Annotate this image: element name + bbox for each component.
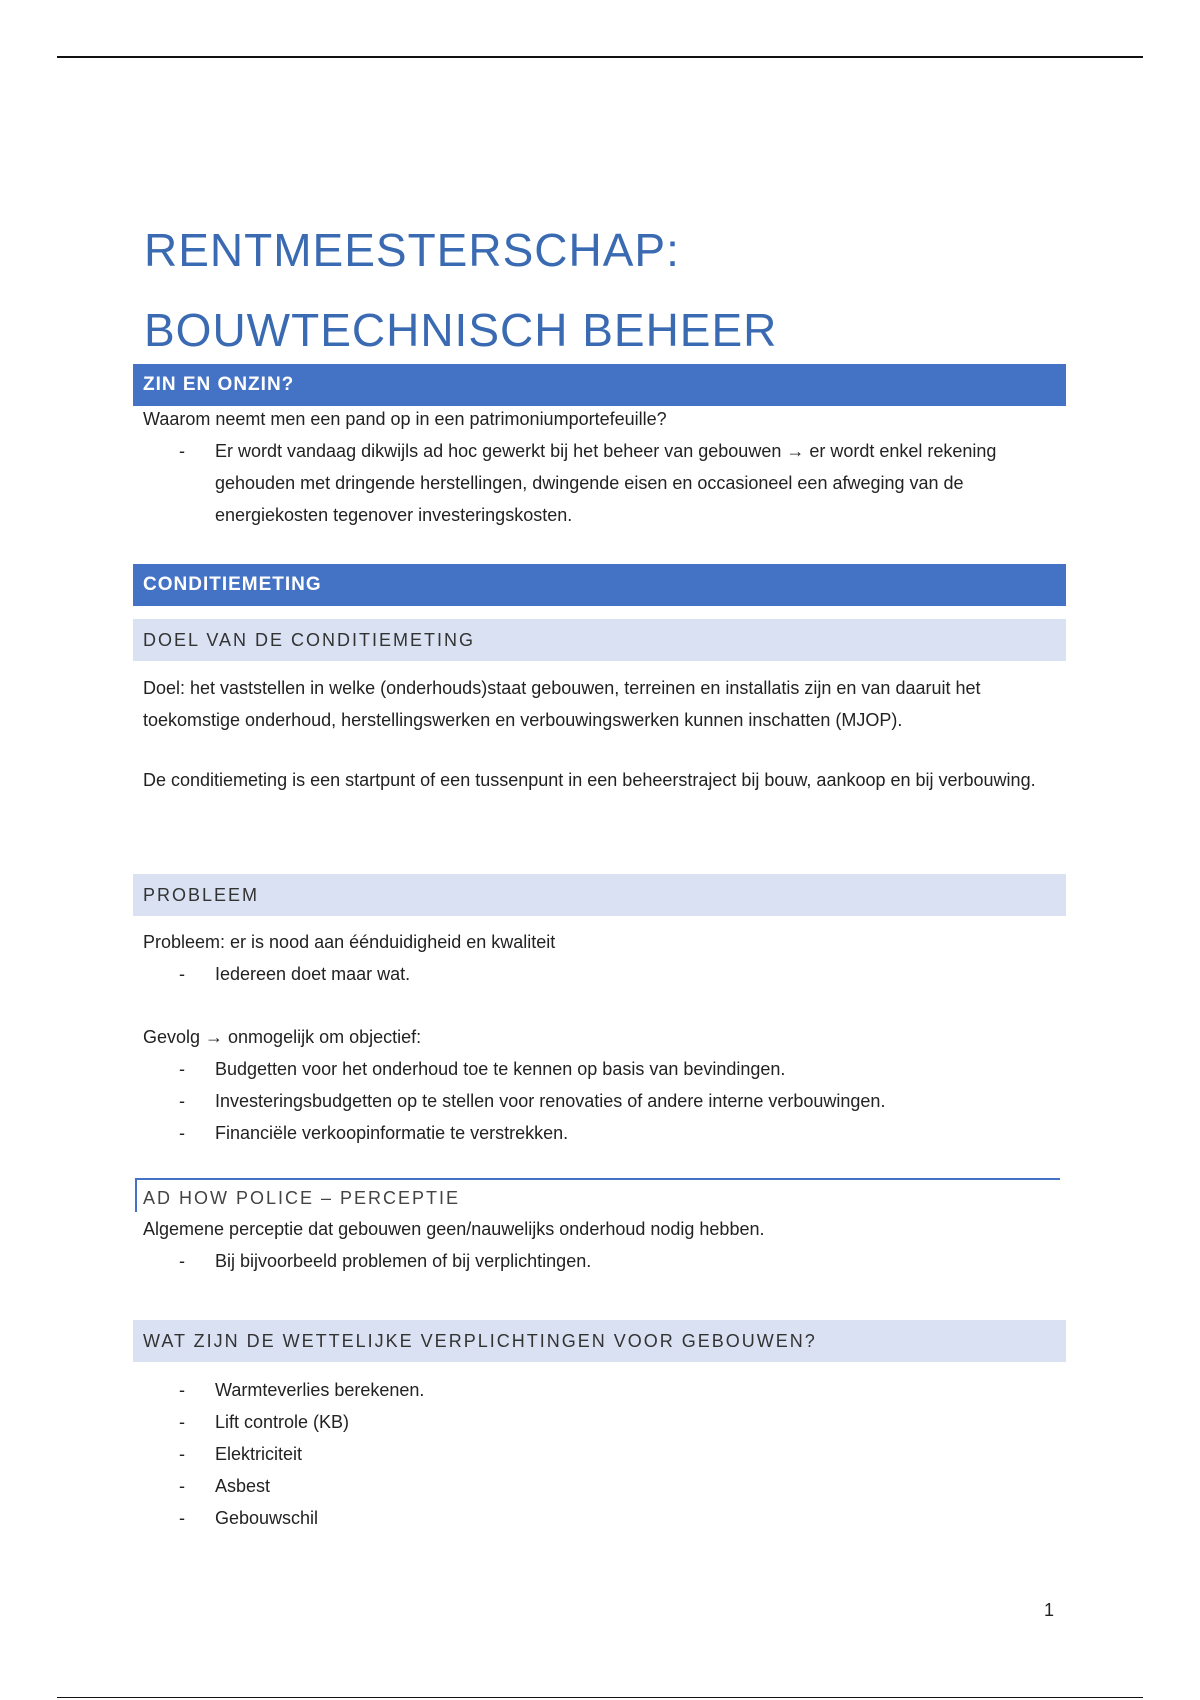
subsection-heading-doel: DOEL VAN DE CONDITIEMETING bbox=[133, 619, 1066, 661]
zin-list bbox=[143, 435, 1063, 531]
list-item-text: Bij bijvoorbeeld problemen of bij verplichtingen. bbox=[215, 1251, 592, 1271]
dash-marker: - bbox=[179, 964, 185, 984]
subsection-heading-probleem: PROBLEEM bbox=[133, 874, 1066, 916]
dash-marker: - bbox=[179, 1251, 185, 1271]
dash-marker: - bbox=[179, 1059, 185, 1079]
adhow-list bbox=[143, 1245, 1063, 1277]
dash-marker: - bbox=[179, 1476, 185, 1496]
wettelijk-list bbox=[143, 1374, 1063, 1534]
dash-marker: - bbox=[179, 1123, 185, 1143]
dash-marker: - bbox=[179, 1412, 185, 1432]
list-item bbox=[143, 1470, 1063, 1502]
page-number: 1 bbox=[1044, 1600, 1055, 1620]
list-item bbox=[143, 958, 1063, 990]
list-item-text: Investeringsbudgetten op te stellen voor renovaties of andere interne verbouwingen. bbox=[215, 1091, 886, 1111]
list-item-text: Iedereen doet maar wat. bbox=[215, 964, 411, 984]
dash-marker: - bbox=[179, 1444, 185, 1464]
probleem-list-2 bbox=[143, 1053, 1063, 1149]
zin-question: Waarom neemt men een pand op in een patrimoniumportefeuille? bbox=[143, 409, 667, 429]
doel-paragraph-2: De conditiemeting is een startpunt of een tussenpunt in een beheerstraject bij bouw, aankoop en bij verbouwing. bbox=[143, 770, 1036, 790]
probleem-gevolg: Gevolg → onmogelijk om objectief: bbox=[143, 1027, 422, 1047]
list-item-text: Warmteverlies berekenen. bbox=[215, 1380, 425, 1400]
list-item bbox=[143, 1053, 1063, 1085]
page-title: RENTMEESTERSCHAP: BOUWTECHNISCH BEHEER bbox=[144, 224, 778, 356]
list-item bbox=[143, 435, 1063, 531]
list-item-text: Elektriciteit bbox=[215, 1444, 303, 1464]
list-item-text: Gebouwschil bbox=[215, 1508, 319, 1528]
dash-marker: - bbox=[179, 1380, 185, 1400]
dash-marker: - bbox=[179, 1091, 185, 1111]
list-item-text: Er wordt vandaag dikwijls ad hoc gewerkt bij het beheer van gebouwen → er wordt enkel rekening gehouden met dringende herstellingen, dwingende eisen en occasioneel een afweging van de energiekosten tegenover investeringskosten. bbox=[215, 441, 997, 525]
list-item-text: Budgetten voor het onderhoud toe te kennen op basis van bevindingen. bbox=[215, 1059, 786, 1079]
top-rule bbox=[57, 56, 1143, 58]
list-item bbox=[143, 1502, 1063, 1534]
section-heading-zin: ZIN EN ONZIN? bbox=[133, 364, 1066, 406]
subsection-heading-wettelijk: WAT ZIJN DE WETTELIJKE VERPLICHTINGEN VOOR GEBOUWEN? bbox=[133, 1320, 1066, 1362]
list-item bbox=[143, 1085, 1063, 1117]
list-item bbox=[143, 1406, 1063, 1438]
probleem-list-1 bbox=[143, 958, 1063, 990]
doel-paragraph-1: Doel: het vaststellen in welke (onderhouds)staat gebouwen, terreinen en installatis zijn en van daaruit het toekomstige onderhoud, herstellingswerken en verbouwingswerken kunnen inschatten (MJOP). bbox=[143, 678, 981, 730]
list-item bbox=[143, 1438, 1063, 1470]
bottom-rule bbox=[57, 1697, 1143, 1698]
section-heading-conditiemeting: CONDITIEMETING bbox=[133, 564, 1066, 606]
probleem-intro: Probleem: er is nood aan éénduidigheid en kwaliteit bbox=[143, 932, 556, 952]
list-item-text: Financiële verkoopinformatie te verstrekken. bbox=[215, 1123, 569, 1143]
dash-marker: - bbox=[179, 441, 185, 461]
list-item bbox=[143, 1374, 1063, 1406]
list-item-text: Lift controle (KB) bbox=[215, 1412, 350, 1432]
subsection-heading-adhow: AD HOW POLICE – PERCEPTIE bbox=[135, 1178, 1060, 1212]
adhow-text: Algemene perceptie dat gebouwen geen/nauwelijks onderhoud nodig hebben. bbox=[143, 1219, 765, 1239]
list-item-text: Asbest bbox=[215, 1476, 271, 1496]
list-item bbox=[143, 1117, 1063, 1149]
dash-marker: - bbox=[179, 1508, 185, 1528]
list-item bbox=[143, 1245, 1063, 1277]
